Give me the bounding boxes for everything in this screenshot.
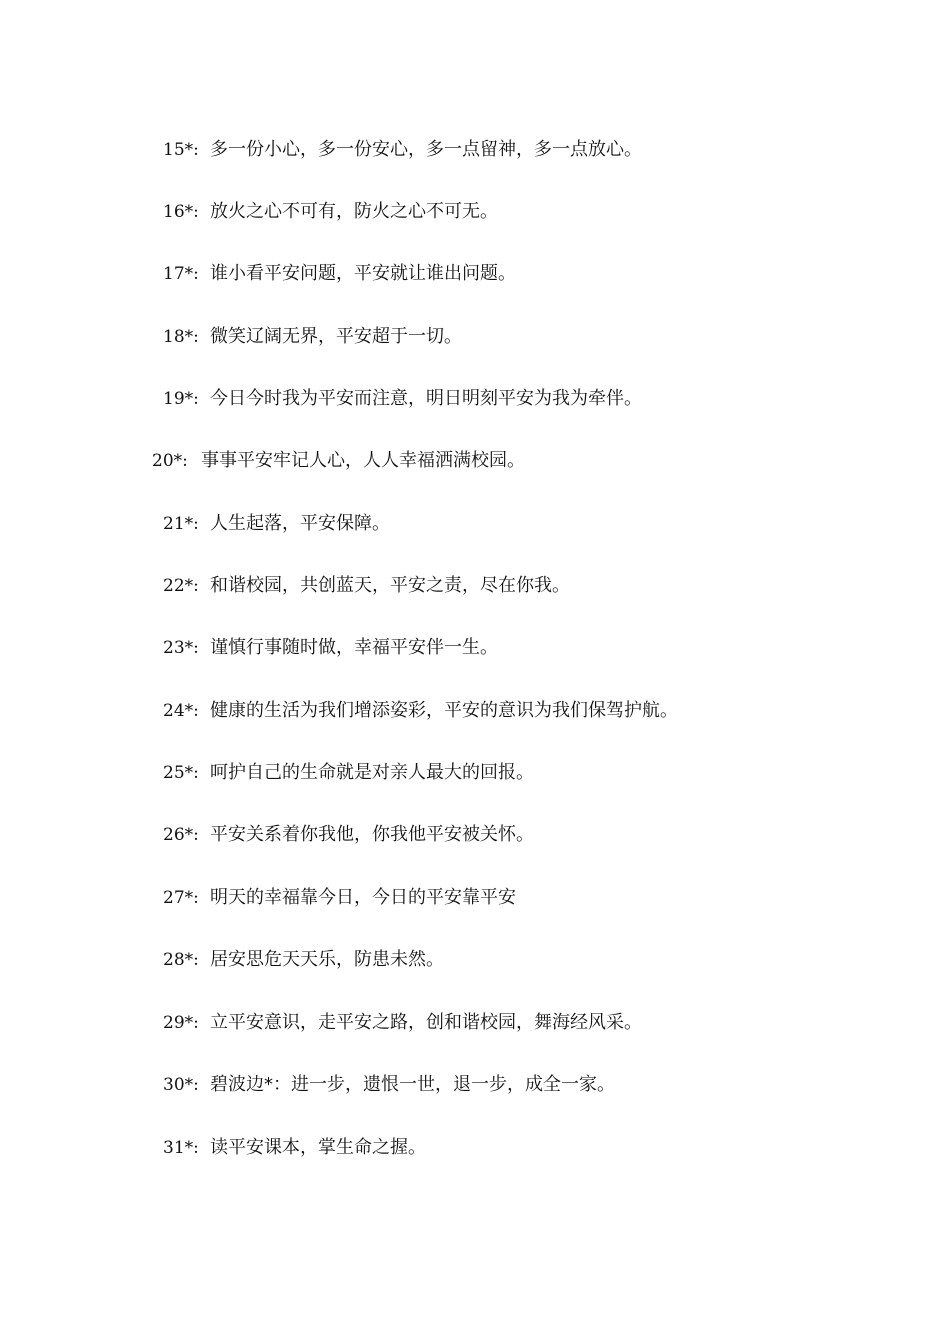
slogan-number: 31*: xyxy=(163,1138,199,1158)
slogan-text: 健康的生活为我们增添姿彩，平安的意识为我们保驾护航。 xyxy=(210,700,678,721)
slogan-number: 18*: xyxy=(163,327,199,347)
slogan-text: 事事平安牢记人心，人人幸福洒满校园。 xyxy=(201,450,525,471)
slogan-number: 30*: xyxy=(163,1075,199,1095)
slogan-number: 22*: xyxy=(163,576,199,596)
slogan-text: 读平安课本，掌生命之握。 xyxy=(210,1137,426,1158)
slogan-text: 放火之心不可有，防火之心不可无。 xyxy=(210,201,498,222)
slogan-text: 多一份小心，多一份安心，多一点留神，多一点放心。 xyxy=(210,139,642,160)
slogan-number: 21*: xyxy=(163,514,199,534)
slogan-number: 15*: xyxy=(163,140,199,160)
slogan-text: 微笑辽阔无界，平安超于一切。 xyxy=(210,326,462,347)
slogan-number: 19*: xyxy=(163,389,199,409)
slogan-number: 27*: xyxy=(163,888,199,908)
slogan-text: 和谐校园，共创蓝天，平安之责，尽在你我。 xyxy=(210,575,570,596)
slogan-number: 25*: xyxy=(163,763,199,783)
slogan-text: 谨慎行事随时做，幸福平安伴一生。 xyxy=(210,637,498,658)
slogan-text: 居安思危天天乐，防患未然。 xyxy=(210,949,444,970)
slogan-number: 16*: xyxy=(163,202,199,222)
slogan-text: 谁小看平安问题，平安就让谁出问题。 xyxy=(210,263,516,284)
slogan-number: 24*: xyxy=(163,701,199,721)
slogan-text: 平安关系着你我他，你我他平安被关怀。 xyxy=(210,824,534,845)
slogan-number: 20*: xyxy=(152,451,188,471)
slogan-number: 26*: xyxy=(163,825,199,845)
slogan-number: 23*: xyxy=(163,638,199,658)
slogan-text: 人生起落，平安保障。 xyxy=(210,513,390,534)
slogan-number: 29*: xyxy=(163,1013,199,1033)
slogan-text: 碧波边*：进一步，遗恨一世，退一步，成全一家。 xyxy=(210,1074,615,1095)
slogan-text: 今日今时我为平安而注意，明日明刻平安为我为牵伴。 xyxy=(210,388,642,409)
slogan-text: 立平安意识，走平安之路，创和谐校园，舞海经风采。 xyxy=(210,1012,642,1033)
slogan-number: 28*: xyxy=(163,950,199,970)
slogan-number: 17*: xyxy=(163,264,199,284)
slogan-text: 呵护自己的生命就是对亲人最大的回报。 xyxy=(210,762,534,783)
slogan-text: 明天的幸福靠今日，今日的平安靠平安 xyxy=(210,887,516,908)
